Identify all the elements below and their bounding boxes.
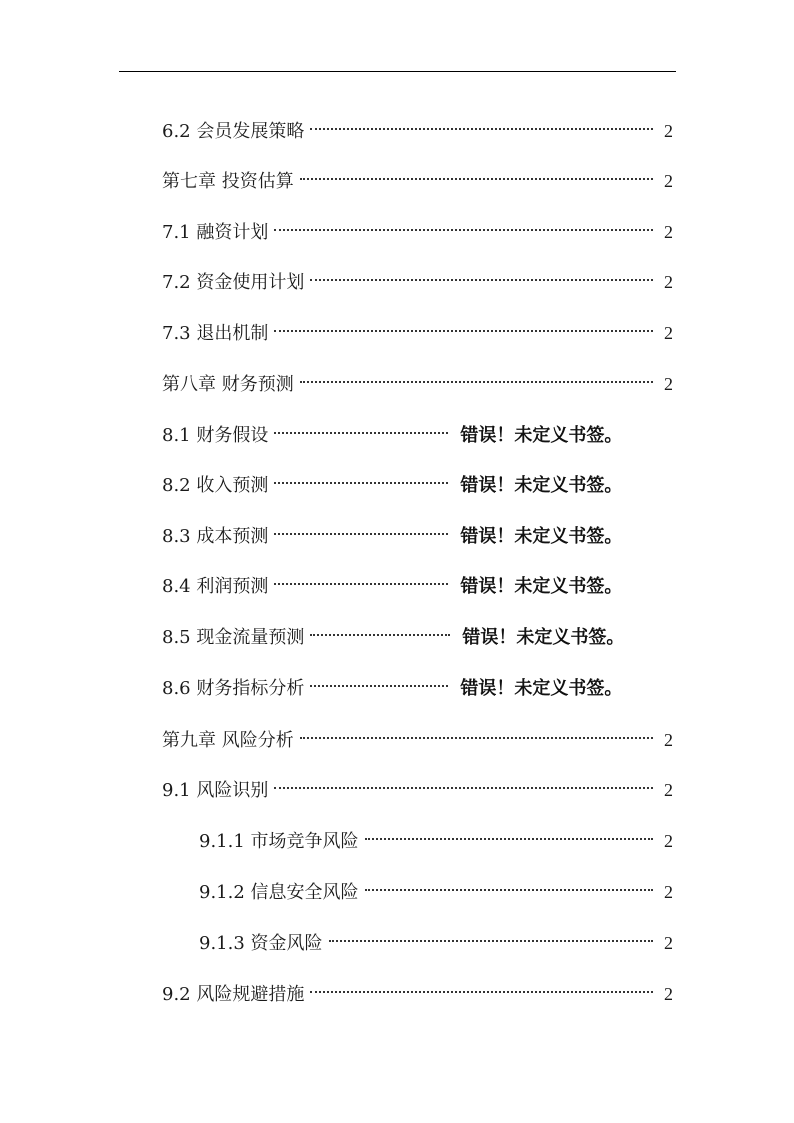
dot-leader (310, 109, 653, 137)
dot-leader (274, 514, 448, 542)
dot-leader (274, 768, 653, 796)
toc-entry-chapter-9[interactable] (162, 718, 673, 751)
dot-leader (274, 413, 448, 441)
dot-leader (274, 311, 653, 339)
toc-entry-label: 8.1 财务假设 (162, 425, 269, 446)
toc-page-number: 2 (664, 831, 673, 851)
toc-page-number: 2 (664, 171, 673, 191)
toc-entry-9-1[interactable] (162, 768, 673, 801)
dot-leader (310, 615, 450, 643)
toc-entry-label: 8.3 成本预测 (162, 526, 269, 547)
toc-entry-8-5[interactable] (162, 615, 668, 648)
dot-leader (310, 260, 653, 288)
toc-page-number: 2 (664, 272, 673, 292)
bookmark-error-text: 错误！未定义书签。 (462, 627, 625, 648)
dot-leader (365, 819, 653, 847)
toc-entry-9-1-3[interactable] (199, 921, 673, 954)
bookmark-error-text: 错误！未定义书签。 (460, 678, 623, 699)
toc-entry-label: 7.3 退出机制 (162, 323, 269, 344)
toc-entry-label: 8.4 利润预测 (162, 576, 269, 597)
toc-entry-label: 6.2 会员发展策略 (162, 121, 305, 142)
toc-entry-7-2[interactable] (162, 260, 673, 293)
toc-page-number: 2 (664, 323, 673, 343)
toc-entry-label: 9.1.2 信息安全风险 (199, 882, 359, 903)
bookmark-error-text: 错误！未定义书签。 (460, 576, 623, 597)
toc-page-number: 2 (664, 730, 673, 750)
toc-entry-label: 8.6 财务指标分析 (162, 678, 305, 699)
dot-leader (310, 666, 448, 694)
dot-leader (274, 210, 653, 238)
dot-leader (274, 564, 448, 592)
toc-page-number: 2 (664, 882, 673, 902)
toc-entry-chapter-7[interactable] (162, 159, 673, 192)
toc-page-number: 2 (664, 984, 673, 1004)
dot-leader (365, 870, 653, 898)
toc-entry-label: 7.2 资金使用计划 (162, 272, 305, 293)
toc-page-number: 2 (664, 374, 673, 394)
dot-leader (300, 362, 653, 390)
toc-entry-8-4[interactable] (162, 564, 668, 597)
toc-entry-8-1[interactable] (162, 413, 668, 446)
toc-page-number: 2 (664, 780, 673, 800)
toc-entry-label: 8.5 现金流量预测 (162, 627, 305, 648)
toc-entry-chapter-8[interactable] (162, 362, 673, 395)
dot-leader (274, 463, 448, 491)
toc-entry-9-2[interactable] (162, 972, 673, 1005)
toc-entry-7-1[interactable] (162, 210, 673, 243)
dot-leader (310, 972, 653, 1000)
toc-page-number: 2 (664, 933, 673, 953)
dot-leader (300, 159, 653, 187)
bookmark-error-text: 错误！未定义书签。 (460, 475, 623, 496)
toc-entry-label: 第九章 风险分析 (162, 730, 294, 751)
toc-entry-label: 9.2 风险规避措施 (162, 984, 305, 1005)
toc-page-number: 2 (664, 121, 673, 141)
toc-page-number: 2 (664, 222, 673, 242)
bookmark-error-text: 错误！未定义书签。 (460, 526, 623, 547)
toc-entry-8-3[interactable] (162, 514, 668, 547)
toc-entry-7-3[interactable] (162, 311, 673, 344)
toc-entry-label: 第八章 财务预测 (162, 374, 294, 395)
dot-leader (329, 921, 653, 949)
toc-entry-label: 9.1.3 资金风险 (199, 933, 323, 954)
toc-entry-label: 8.2 收入预测 (162, 475, 269, 496)
dot-leader (300, 718, 653, 746)
toc-entry-9-1-2[interactable] (199, 870, 673, 903)
toc-entry-label: 7.1 融资计划 (162, 222, 269, 243)
toc-entry-label: 9.1.1 市场竞争风险 (199, 831, 359, 852)
toc-entry-label: 9.1 风险识别 (162, 780, 269, 801)
bookmark-error-text: 错误！未定义书签。 (460, 425, 623, 446)
toc-entry-8-2[interactable] (162, 463, 668, 496)
toc-entry-label: 第七章 投资估算 (162, 171, 294, 192)
toc-entry-8-6[interactable] (162, 666, 668, 699)
toc-entry-9-1-1[interactable] (199, 819, 673, 852)
toc-entry-6-2[interactable] (162, 109, 673, 142)
